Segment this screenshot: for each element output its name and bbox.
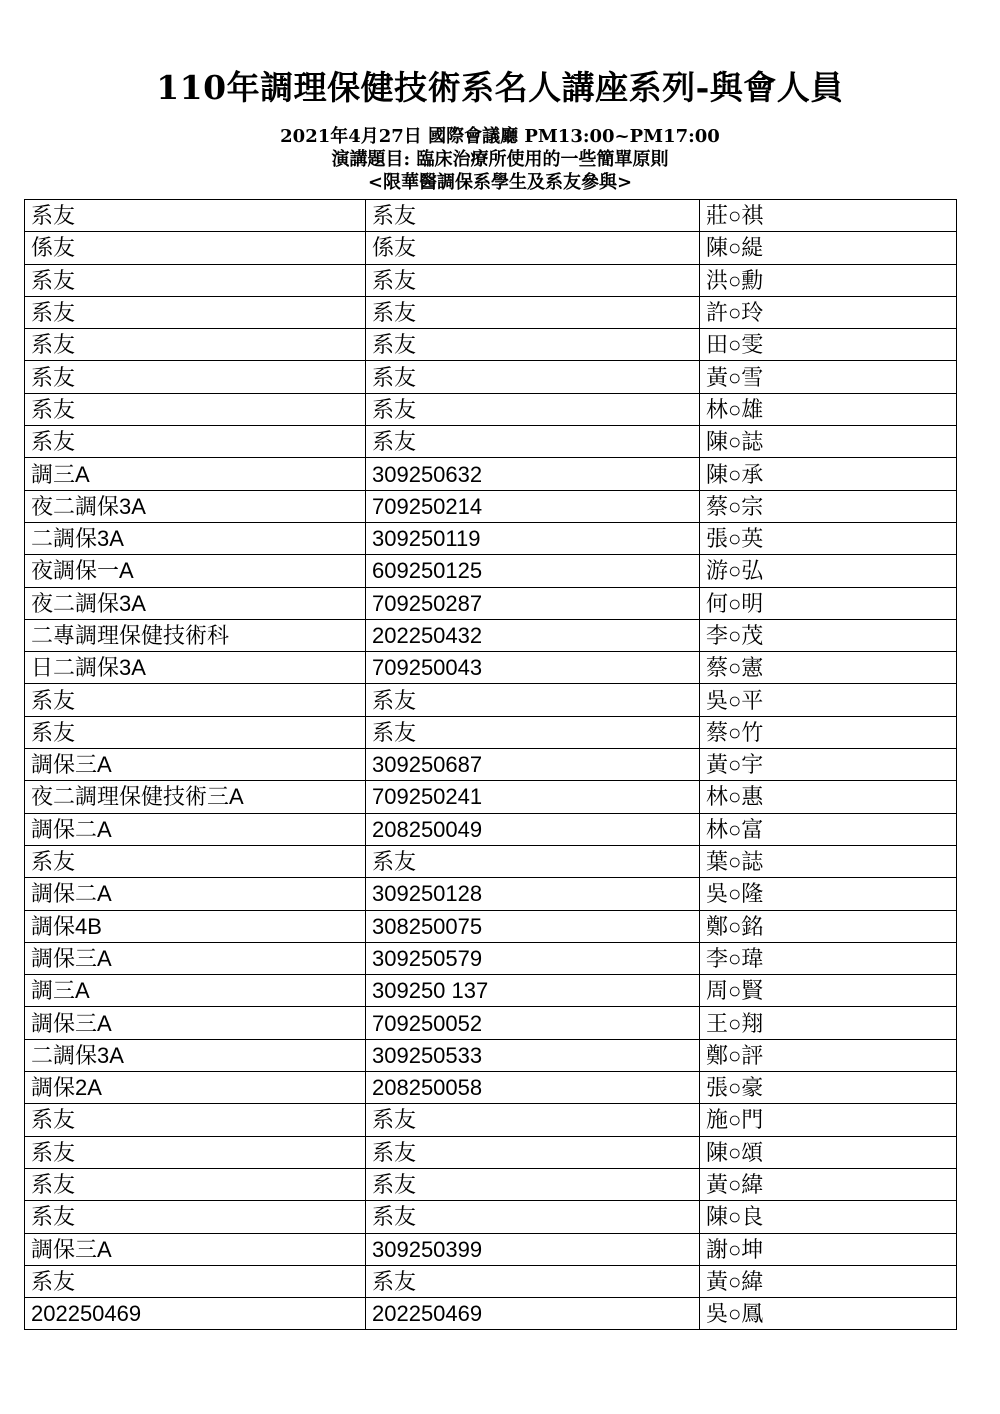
attendee-name-cell: 陳○頌 [700, 1136, 957, 1168]
table-row [25, 619, 957, 651]
attendee-id-cell: 係友 [366, 232, 700, 264]
attendee-name-cell: 張○豪 [700, 1072, 957, 1104]
table-row [25, 555, 957, 587]
attendee-name-cell: 何○明 [700, 587, 957, 619]
attendee-id-cell: 系友 [366, 1201, 700, 1233]
attendee-id-cell: 系友 [366, 684, 700, 716]
table-row [25, 1265, 957, 1297]
attendee-id-cell: 系友 [366, 426, 700, 458]
attendee-class-cell: 系友 [25, 296, 366, 328]
attendee-name-cell: 謝○坤 [700, 1233, 957, 1265]
table-row [25, 1201, 957, 1233]
attendee-class-cell: 二調保3A [25, 1039, 366, 1071]
attendee-name-cell: 周○賢 [700, 975, 957, 1007]
attendee-class-cell: 調保三A [25, 942, 366, 974]
attendee-class-cell: 系友 [25, 1136, 366, 1168]
attendee-id-cell: 309250579 [366, 942, 700, 974]
attendee-name-cell: 陳○緹 [700, 232, 957, 264]
attendee-class-cell: 系友 [25, 393, 366, 425]
attendee-name-cell: 李○茂 [700, 619, 957, 651]
attendee-class-cell: 二專調理保健技術科 [25, 619, 366, 651]
attendee-id-cell: 709250214 [366, 490, 700, 522]
attendee-name-cell: 鄭○評 [700, 1039, 957, 1071]
table-row [25, 716, 957, 748]
attendee-name-cell: 田○雯 [700, 329, 957, 361]
table-row [25, 393, 957, 425]
attendee-name-cell: 吳○隆 [700, 878, 957, 910]
attendee-class-cell: 系友 [25, 361, 366, 393]
attendee-id-cell: 309250687 [366, 749, 700, 781]
attendee-class-cell: 調保4B [25, 910, 366, 942]
table-row [25, 426, 957, 458]
attendee-class-cell: 系友 [25, 1265, 366, 1297]
attendee-id-cell: 308250075 [366, 910, 700, 942]
attendee-class-cell: 調三A [25, 458, 366, 490]
table-row [25, 813, 957, 845]
attendee-class-cell: 系友 [25, 1104, 366, 1136]
document-title: 110年調理保健技術系名人講座系列-與會人員 [156, 68, 844, 107]
attendee-class-cell: 二調保3A [25, 522, 366, 554]
table-row [25, 878, 957, 910]
attendee-name-cell: 洪○勳 [700, 264, 957, 296]
attendee-id-cell: 709250241 [366, 781, 700, 813]
attendee-id-cell: 202250432 [366, 619, 700, 651]
attendee-class-cell: 日二調保3A [25, 652, 366, 684]
attendee-name-cell: 游○弘 [700, 555, 957, 587]
attendee-id-cell: 系友 [366, 329, 700, 361]
attendee-class-cell: 調保三A [25, 1007, 366, 1039]
table-row [25, 684, 957, 716]
attendee-name-cell: 鄭○銘 [700, 910, 957, 942]
attendee-table-body [25, 200, 957, 1330]
table-row [25, 458, 957, 490]
attendee-id-cell: 309250128 [366, 878, 700, 910]
table-row [25, 1039, 957, 1071]
attendee-name-cell: 黃○雪 [700, 361, 957, 393]
attendee-table [24, 199, 957, 1330]
table-row [25, 781, 957, 813]
table-row [25, 264, 957, 296]
table-row [25, 329, 957, 361]
attendee-id-cell: 系友 [366, 1104, 700, 1136]
attendee-name-cell: 林○雄 [700, 393, 957, 425]
attendee-name-cell: 林○富 [700, 813, 957, 845]
attendee-name-cell: 吳○鳳 [700, 1298, 957, 1330]
attendee-id-cell: 309250119 [366, 522, 700, 554]
attendee-class-cell: 系友 [25, 329, 366, 361]
attendee-name-cell: 張○英 [700, 522, 957, 554]
table-row [25, 232, 957, 264]
attendee-class-cell: 夜二調保3A [25, 587, 366, 619]
attendee-class-cell: 系友 [25, 1168, 366, 1200]
attendee-class-cell: 系友 [25, 684, 366, 716]
table-row [25, 1104, 957, 1136]
attendee-class-cell: 系友 [25, 426, 366, 458]
attendee-class-cell: 調保二A [25, 878, 366, 910]
attendee-class-cell: 夜調保一A [25, 555, 366, 587]
attendee-id-cell: 系友 [366, 716, 700, 748]
attendee-class-cell: 調保2A [25, 1072, 366, 1104]
attendee-name-cell: 施○門 [700, 1104, 957, 1136]
event-date-venue-time: 2021年4月27日 國際會議廳 PM13:00~PM17:00 [280, 126, 720, 147]
attendee-name-cell: 葉○誌 [700, 845, 957, 877]
attendee-class-cell: 系友 [25, 264, 366, 296]
attendee-id-cell: 709250052 [366, 1007, 700, 1039]
table-row [25, 910, 957, 942]
attendee-name-cell: 陳○誌 [700, 426, 957, 458]
table-row [25, 845, 957, 877]
attendee-id-cell: 202250469 [366, 1298, 700, 1330]
table-row [25, 749, 957, 781]
lecture-topic: 演講題目: 臨床治療所使用的一些簡單原則 [331, 149, 669, 170]
attendee-name-cell: 李○瑋 [700, 942, 957, 974]
table-row [25, 1233, 957, 1265]
attendee-id-cell: 709250287 [366, 587, 700, 619]
attendee-id-cell: 系友 [366, 1265, 700, 1297]
attendee-class-cell: 調三A [25, 975, 366, 1007]
table-row [25, 1007, 957, 1039]
attendee-class-cell: 夜二調保3A [25, 490, 366, 522]
table-row [25, 361, 957, 393]
attendee-id-cell: 系友 [366, 296, 700, 328]
attendee-name-cell: 陳○承 [700, 458, 957, 490]
attendee-name-cell: 黃○緯 [700, 1265, 957, 1297]
attendee-name-cell: 吳○平 [700, 684, 957, 716]
table-row [25, 1136, 957, 1168]
table-row [25, 296, 957, 328]
attendee-name-cell: 蔡○憲 [700, 652, 957, 684]
table-row [25, 1072, 957, 1104]
attendee-name-cell: 陳○良 [700, 1201, 957, 1233]
attendee-name-cell: 蔡○宗 [700, 490, 957, 522]
table-row [25, 942, 957, 974]
attendee-id-cell: 309250 137 [366, 975, 700, 1007]
attendee-class-cell: 夜二調理保健技術三A [25, 781, 366, 813]
attendee-class-cell: 調保二A [25, 813, 366, 845]
attendee-class-cell: 系友 [25, 1201, 366, 1233]
table-row [25, 1168, 957, 1200]
attendee-id-cell: 系友 [366, 1168, 700, 1200]
attendance-restriction: <限華醫調保系學生及系友參與> [367, 172, 633, 193]
table-row [25, 522, 957, 554]
attendee-class-cell: 202250469 [25, 1298, 366, 1330]
attendee-name-cell: 莊○祺 [700, 200, 957, 232]
attendee-class-cell: 系友 [25, 716, 366, 748]
attendee-class-cell: 調保三A [25, 1233, 366, 1265]
attendee-name-cell: 黃○宇 [700, 749, 957, 781]
attendee-id-cell: 系友 [366, 200, 700, 232]
attendee-class-cell: 系友 [25, 200, 366, 232]
table-row [25, 1298, 957, 1330]
attendee-name-cell: 許○玲 [700, 296, 957, 328]
table-row [25, 490, 957, 522]
attendee-name-cell: 林○惠 [700, 781, 957, 813]
attendee-class-cell: 系友 [25, 845, 366, 877]
attendee-class-cell: 係友 [25, 232, 366, 264]
table-row [25, 652, 957, 684]
attendee-id-cell: 系友 [366, 264, 700, 296]
attendee-id-cell: 309250632 [366, 458, 700, 490]
attendee-id-cell: 309250399 [366, 1233, 700, 1265]
attendee-id-cell: 208250058 [366, 1072, 700, 1104]
table-row [25, 587, 957, 619]
attendee-id-cell: 系友 [366, 393, 700, 425]
table-row [25, 200, 957, 232]
attendee-name-cell: 王○翔 [700, 1007, 957, 1039]
attendee-id-cell: 709250043 [366, 652, 700, 684]
attendee-class-cell: 調保三A [25, 749, 366, 781]
attendee-id-cell: 系友 [366, 845, 700, 877]
attendee-id-cell: 609250125 [366, 555, 700, 587]
attendee-id-cell: 309250533 [366, 1039, 700, 1071]
attendee-id-cell: 系友 [366, 1136, 700, 1168]
attendee-name-cell: 黃○緯 [700, 1168, 957, 1200]
attendee-id-cell: 系友 [366, 361, 700, 393]
table-row [25, 975, 957, 1007]
attendee-name-cell: 蔡○竹 [700, 716, 957, 748]
attendee-id-cell: 208250049 [366, 813, 700, 845]
